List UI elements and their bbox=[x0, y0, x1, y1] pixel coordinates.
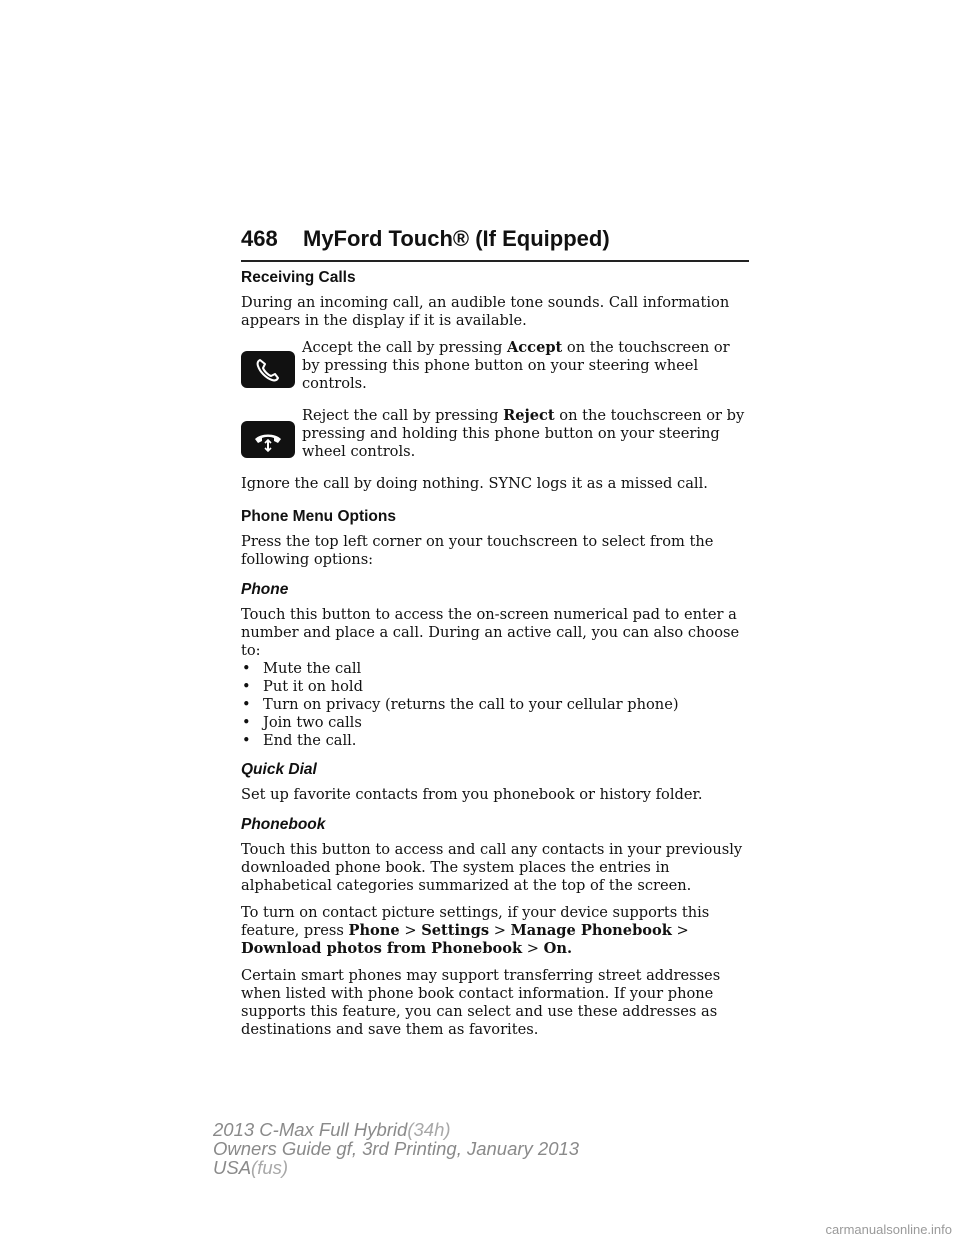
chapter-title: MyFord Touch® (If Equipped) bbox=[303, 226, 610, 251]
footer-guide-line: Owners Guide gf, 3rd Printing, January 2013 bbox=[213, 1138, 580, 1159]
list-item: • End the call. bbox=[242, 732, 357, 749]
phone-menu-intro: Press the top left corner on your touchscreen to select from the following options: bbox=[241, 533, 714, 568]
contact-picture-text: To turn on contact picture settings, if your device supports this feature, press Phone > Settings > Manage Phonebook > Download photos from Phonebook > On. bbox=[241, 904, 710, 957]
list-item: • Join two calls bbox=[242, 714, 362, 731]
phone-menu-heading: Phone Menu Options bbox=[241, 508, 396, 525]
accept-label: Accept bbox=[506, 339, 563, 356]
reject-label: Reject bbox=[503, 407, 555, 424]
phone-text: Touch this button to access the on-screen numerical pad to enter a number and place a call. During an active call, you can also choose to: bbox=[241, 606, 740, 659]
list-item: • Mute the call bbox=[242, 660, 362, 677]
phone-options-list bbox=[241, 660, 751, 750]
street-address-text: Certain smart phones may support transferring street addresses when listed with phone book contact information. If your phone supports this feature, you can select and use these addresses as destinations and save them as favorites. bbox=[241, 967, 721, 1038]
accept-call-row bbox=[241, 339, 751, 393]
receiving-calls-heading: Receiving Calls bbox=[241, 269, 356, 286]
page-footer bbox=[213, 1120, 579, 1177]
footer-model-line: 2013 C-Max Full Hybrid(34h) bbox=[213, 1119, 451, 1140]
quick-dial-subheading: Quick Dial bbox=[241, 761, 317, 778]
phone-subheading: Phone bbox=[241, 581, 289, 598]
page-header bbox=[241, 226, 749, 262]
phonebook-text: Touch this button to access and call any contacts in your previously downloaded phone book. The system places the entries in alphabetical categories summarized at the top of the screen. bbox=[241, 841, 743, 894]
list-item: • Put it on hold bbox=[242, 678, 363, 695]
accept-call-text: Accept the call by pressing Accept on the touchscreen or by pressing this phone button on your steering wheel controls. bbox=[302, 339, 730, 392]
watermark: carmanualsonline.info bbox=[825, 1222, 952, 1237]
quick-dial-text: Set up favorite contacts from you phonebook or history folder. bbox=[241, 786, 703, 803]
page-number: 468 bbox=[241, 226, 278, 251]
page-content bbox=[241, 268, 751, 1048]
footer-region-line: USA(fus) bbox=[213, 1157, 289, 1178]
phone-accept-icon bbox=[241, 351, 295, 388]
reject-call-text: Reject the call by pressing Reject on the touchscreen or by pressing and holding this phone button on your steering wheel controls. bbox=[302, 407, 745, 460]
list-item: • Turn on privacy (returns the call to your cellular phone) bbox=[242, 696, 679, 713]
reject-call-row bbox=[241, 407, 751, 461]
phone-reject-icon bbox=[241, 421, 295, 458]
ignore-call-text: Ignore the call by doing nothing. SYNC logs it as a missed call. bbox=[241, 475, 708, 492]
receiving-calls-intro: During an incoming call, an audible tone sounds. Call information appears in the display if it is available. bbox=[241, 294, 730, 329]
phonebook-subheading: Phonebook bbox=[241, 816, 326, 833]
